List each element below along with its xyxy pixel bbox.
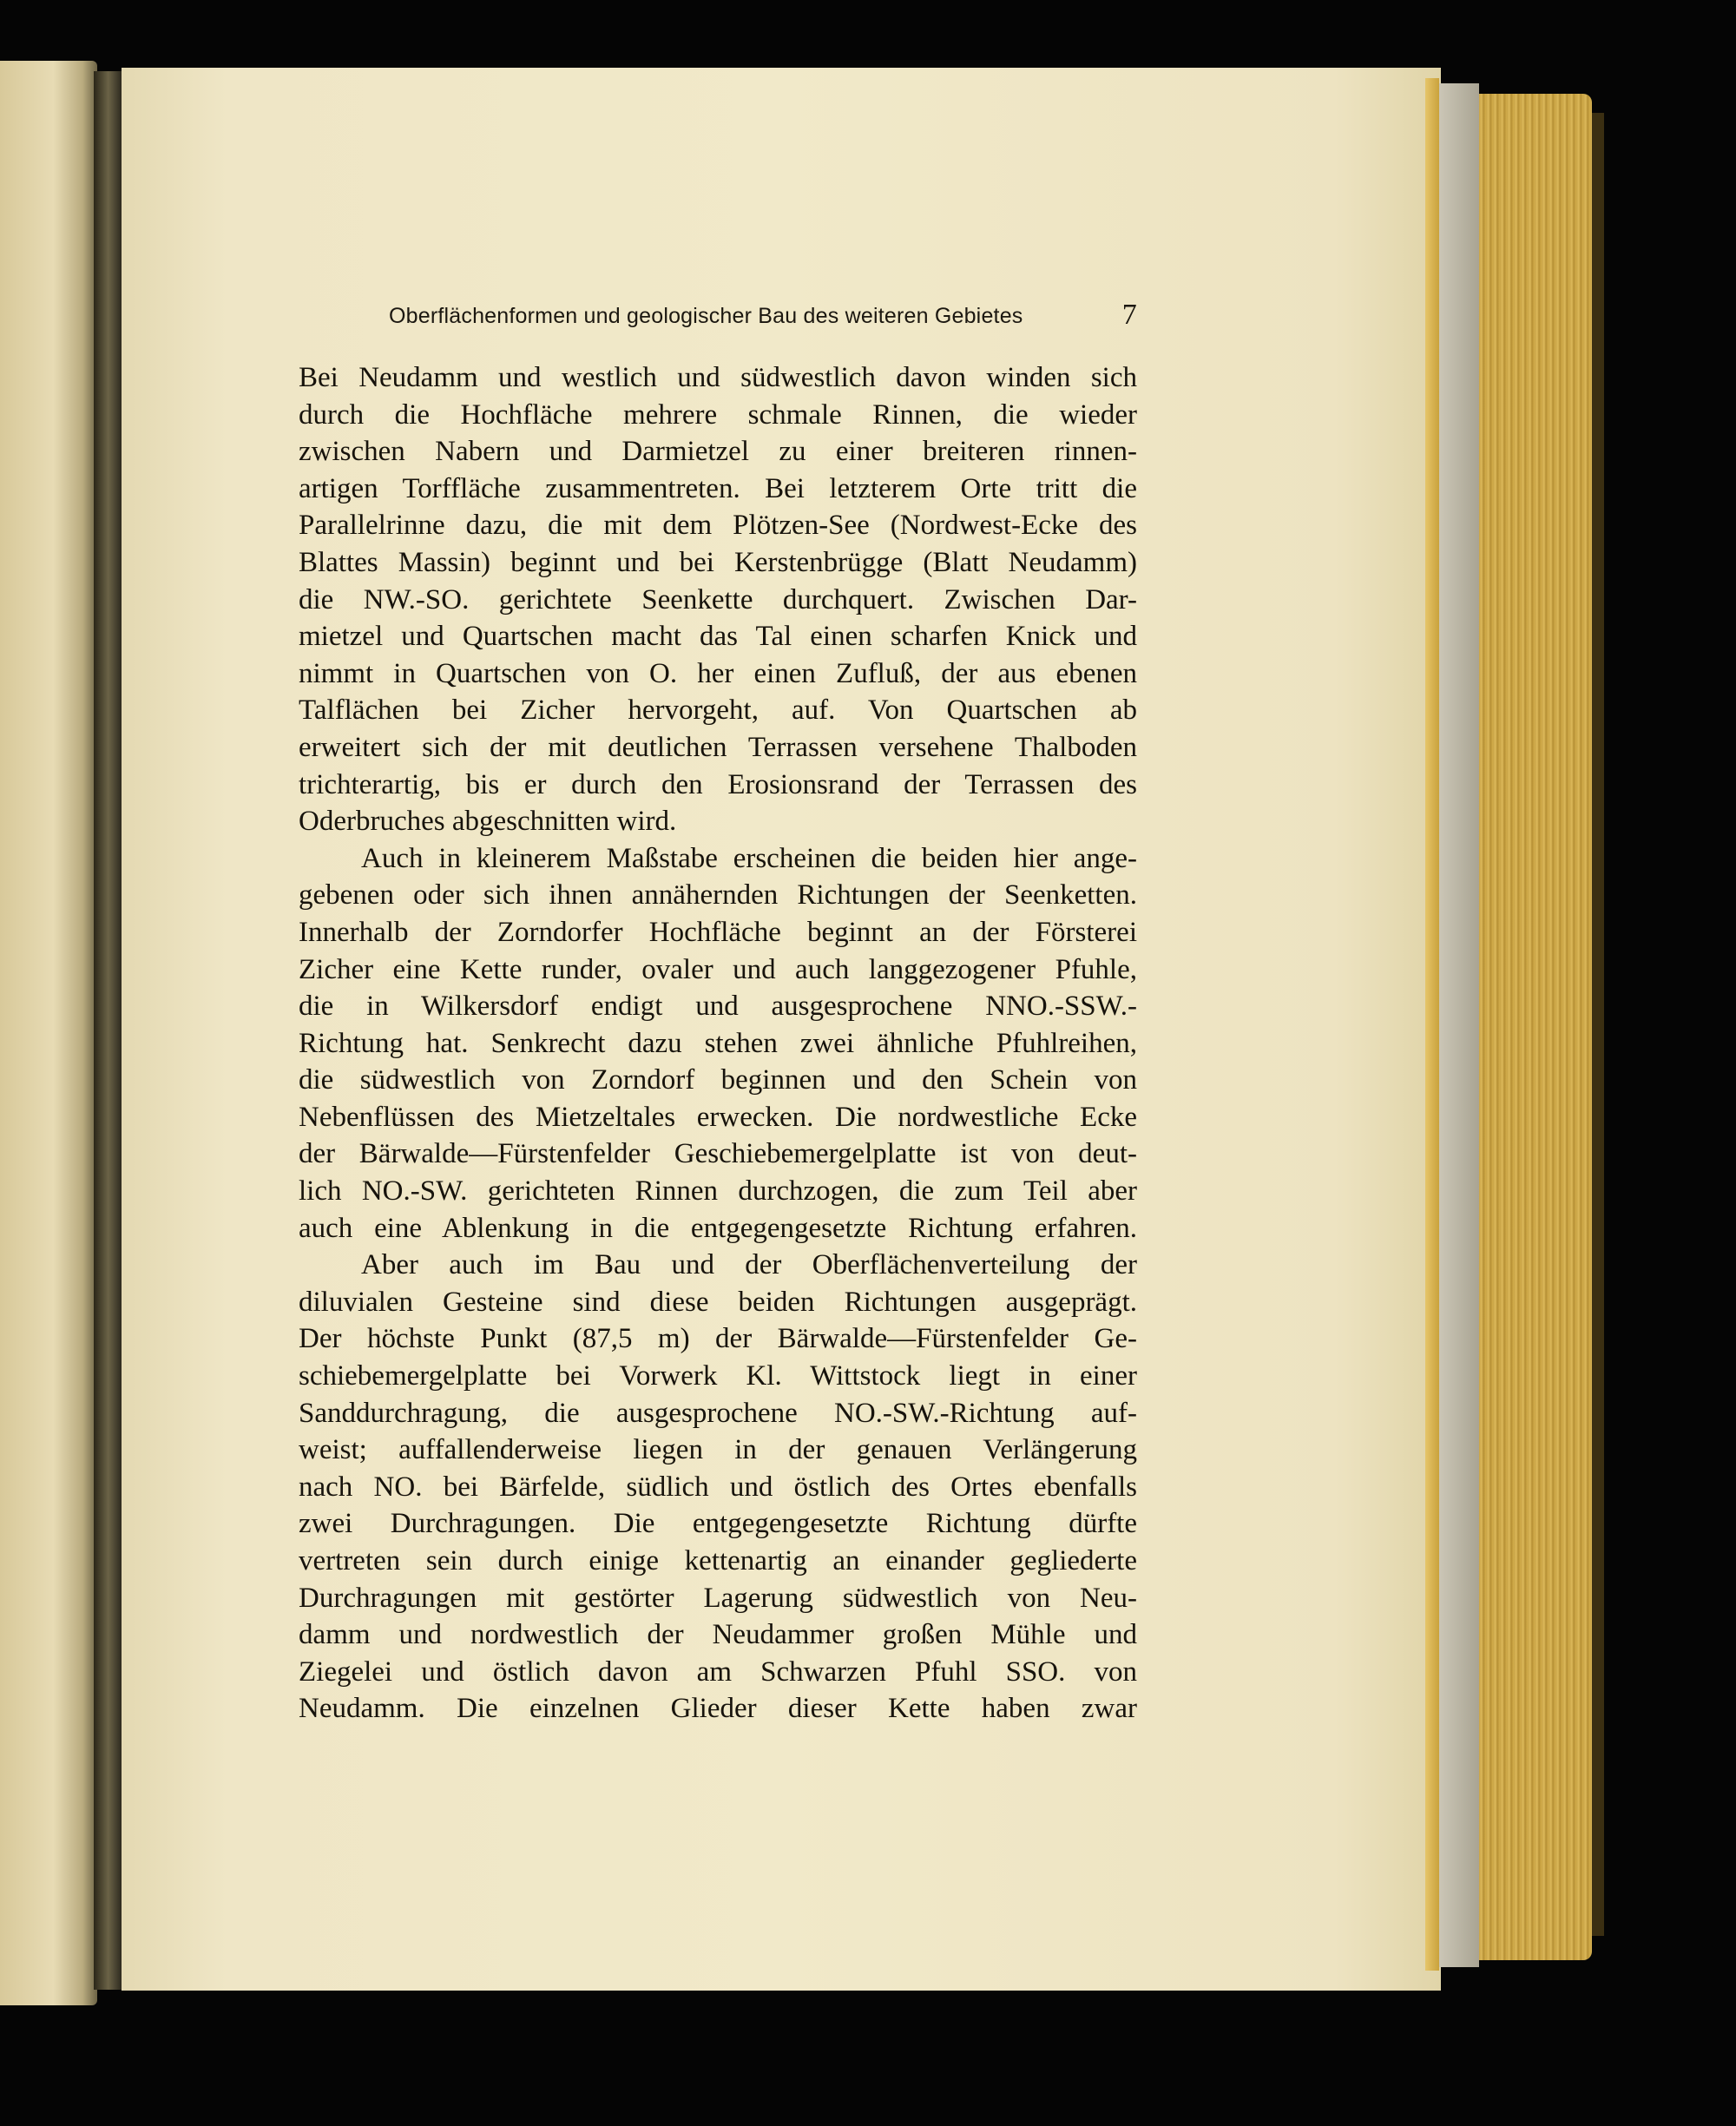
text-line: nach NO. bei Bärfelde, südlich und östlich des Ortes ebenfalls bbox=[299, 1471, 1137, 1503]
page-edge-gilt bbox=[1425, 78, 1439, 1971]
text-line: Durchragungen mit gestörter Lagerung südwestlich von Neu- bbox=[299, 1582, 1137, 1614]
text-line: Der höchste Punkt (87,5 m) der Bärwalde—Fürstenfelder Ge- bbox=[299, 1323, 1137, 1355]
text-line: diluvialen Gesteine sind diese beiden Richtungen ausgeprägt. bbox=[299, 1286, 1137, 1318]
book-cover-edge bbox=[1592, 113, 1604, 1936]
text-line: Richtung hat. Senkrecht dazu stehen zwei ähnliche Pfuhlreihen, bbox=[299, 1027, 1137, 1059]
body-text bbox=[299, 359, 1137, 1728]
text-line: zwischen Nabern und Darmietzel zu einer breiteren rinnen- bbox=[299, 436, 1137, 468]
text-line: Sanddurchragung, die ausgesprochene NO.-SW.-Richtung auf- bbox=[299, 1397, 1137, 1429]
text-line: auch eine Ablenkung in die entgegengesetzte Richtung erfahren. bbox=[299, 1212, 1137, 1244]
text-line: trichterartig, bis er durch den Erosionsrand der Terrassen des bbox=[299, 768, 1137, 800]
text-line: zwei Durchragungen. Die entgegengesetzte Richtung dürfte bbox=[299, 1508, 1137, 1540]
text-line: die in Wilkersdorf endigt und ausgesprochene NNO.-SSW.- bbox=[299, 991, 1137, 1023]
text-line: Blattes Massin) beginnt und bei Kerstenbrügge (Blatt Neudamm) bbox=[299, 546, 1137, 578]
text-line: Ziegelei und östlich davon am Schwarzen Pfuhl SSO. von bbox=[299, 1655, 1137, 1688]
previous-page-edge bbox=[0, 61, 97, 2005]
text-line: Bei Neudamm und westlich und südwestlich davon winden sich bbox=[299, 362, 1137, 393]
text-line: Talflächen bei Zicher hervorgeht, auf. Von Quartschen ab bbox=[299, 694, 1137, 727]
text-line: nimmt in Quartschen von O. her einen Zufluß, der aus ebenen bbox=[299, 657, 1137, 689]
text-line: erweitert sich der mit deutlichen Terrassen versehene Thalboden bbox=[299, 731, 1137, 763]
text-line: artigen Torffläche zusammentreten. Bei letzterem Orte tritt die bbox=[299, 472, 1137, 504]
text-line: die südwestlich von Zorndorf beginnen und den Schein von bbox=[299, 1064, 1137, 1096]
text-line: mietzel und Quartschen macht das Tal einen scharfen Knick und bbox=[299, 621, 1137, 653]
page-block-edges bbox=[1479, 94, 1592, 1960]
page-edge-leaf bbox=[1439, 83, 1479, 1967]
paragraph-first-line: Aber auch im Bau und der Oberflächenverteilung der bbox=[361, 1249, 1137, 1281]
text-line: die NW.-SO. gerichtete Seenkette durchquert. Zwischen Dar- bbox=[299, 583, 1137, 615]
text-line: Parallelrinne dazu, die mit dem Plötzen-See (Nordwest-Ecke des bbox=[299, 510, 1137, 542]
running-head bbox=[389, 299, 1137, 337]
running-title: Oberflächenformen und geologischer Bau des weiteren Gebietes bbox=[389, 304, 1023, 328]
text-line: durch die Hochfläche mehrere schmale Rinnen, die wieder bbox=[299, 398, 1137, 431]
text-line: schiebemergelplatte bei Vorwerk Kl. Wittstock liegt in einer bbox=[299, 1360, 1137, 1392]
page-number: 7 bbox=[1121, 299, 1137, 331]
paragraph-first-line: Auch in kleinerem Maßstabe erscheinen die beiden hier ange- bbox=[361, 842, 1137, 874]
text-line: Zicher eine Kette runder, ovaler und auch langgezogener Pfuhle, bbox=[299, 953, 1137, 985]
text-line: Innerhalb der Zorndorfer Hochfläche beginnt an der Försterei bbox=[299, 916, 1137, 948]
text-line: lich NO.-SW. gerichteten Rinnen durchzogen, die zum Teil aber bbox=[299, 1175, 1137, 1208]
text-line: Neudamm. Die einzelnen Glieder dieser Kette haben zwar bbox=[299, 1693, 1137, 1725]
text-line: gebenen oder sich ihnen annähernden Richtungen der Seenketten. bbox=[299, 879, 1137, 912]
text-line: vertreten sein durch einige kettenartig an einander gegliederte bbox=[299, 1545, 1137, 1576]
text-line: weist; auffallenderweise liegen in der genauen Verlängerung bbox=[299, 1434, 1137, 1466]
paragraph-end-line: Oderbruches abgeschnitten wird. bbox=[299, 806, 677, 838]
text-line: der Bärwalde—Fürstenfelder Geschiebemergelplatte ist von deut- bbox=[299, 1138, 1137, 1170]
text-line: damm und nordwestlich der Neudammer großen Mühle und bbox=[299, 1619, 1137, 1651]
text-line: Nebenflüssen des Mietzeltales erwecken. Die nordwestliche Ecke bbox=[299, 1101, 1137, 1133]
